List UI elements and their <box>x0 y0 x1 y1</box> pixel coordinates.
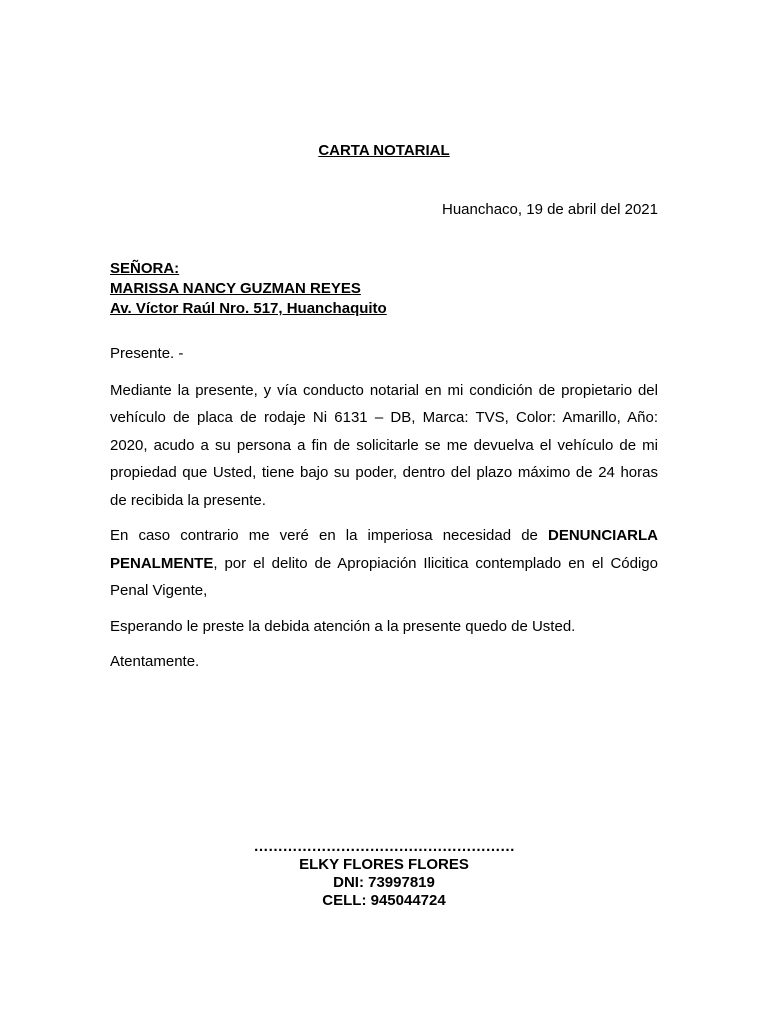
recipient-name: MARISSA NANCY GUZMAN REYES <box>110 280 361 297</box>
letter-title <box>0 142 768 159</box>
place-date: Huanchaco, 19 de abril del 2021 <box>442 201 658 218</box>
recipient-address: Av. Víctor Raúl Nro. 517, Huanchaquito <box>110 300 387 317</box>
letter-body <box>110 340 658 684</box>
signature-block <box>0 838 768 910</box>
paragraph-warning-emphasis: DENUNCIARLA PENALMENTE <box>110 527 658 572</box>
greeting: Presente. - <box>110 345 184 362</box>
signature-line: ……………………………………………… <box>253 838 515 855</box>
paragraph-request: Mediante la presente, y vía conducto notarial en mi condición de propietario del vehículo de placa de rodaje Ni 6131 – DB, Marca: TVS, Color: Amarillo, Año: 2020, acudo a su persona a fin de solicitarle se me devuelva el vehículo de mi propiedad que Usted, tiene bajo su poder, dentro del plazo máximo de 24 horas de recibida la presente. <box>110 381 658 509</box>
recipient-block <box>110 259 387 319</box>
paragraph-warning <box>110 522 658 605</box>
signer-cell: CELL: 945044724 <box>322 892 446 909</box>
closing: Atentamente. <box>110 653 200 670</box>
letter-title-text: CARTA NOTARIAL <box>318 142 450 159</box>
recipient-salutation: SEÑORA: <box>110 260 180 277</box>
paragraph-warning-tail: , por el delito de Apropiación Ilicitica contemplado en el Código Penal Vigente, <box>110 554 658 599</box>
signer-name: ELKY FLORES FLORES <box>299 856 469 873</box>
signer-dni: DNI: 73997819 <box>333 874 435 891</box>
paragraph-warning-lead: En caso contrario me veré en la imperiosa necesidad de <box>110 527 548 544</box>
paragraph-closing: Esperando le preste la debida atención a la presente quedo de Usted. <box>110 617 576 635</box>
